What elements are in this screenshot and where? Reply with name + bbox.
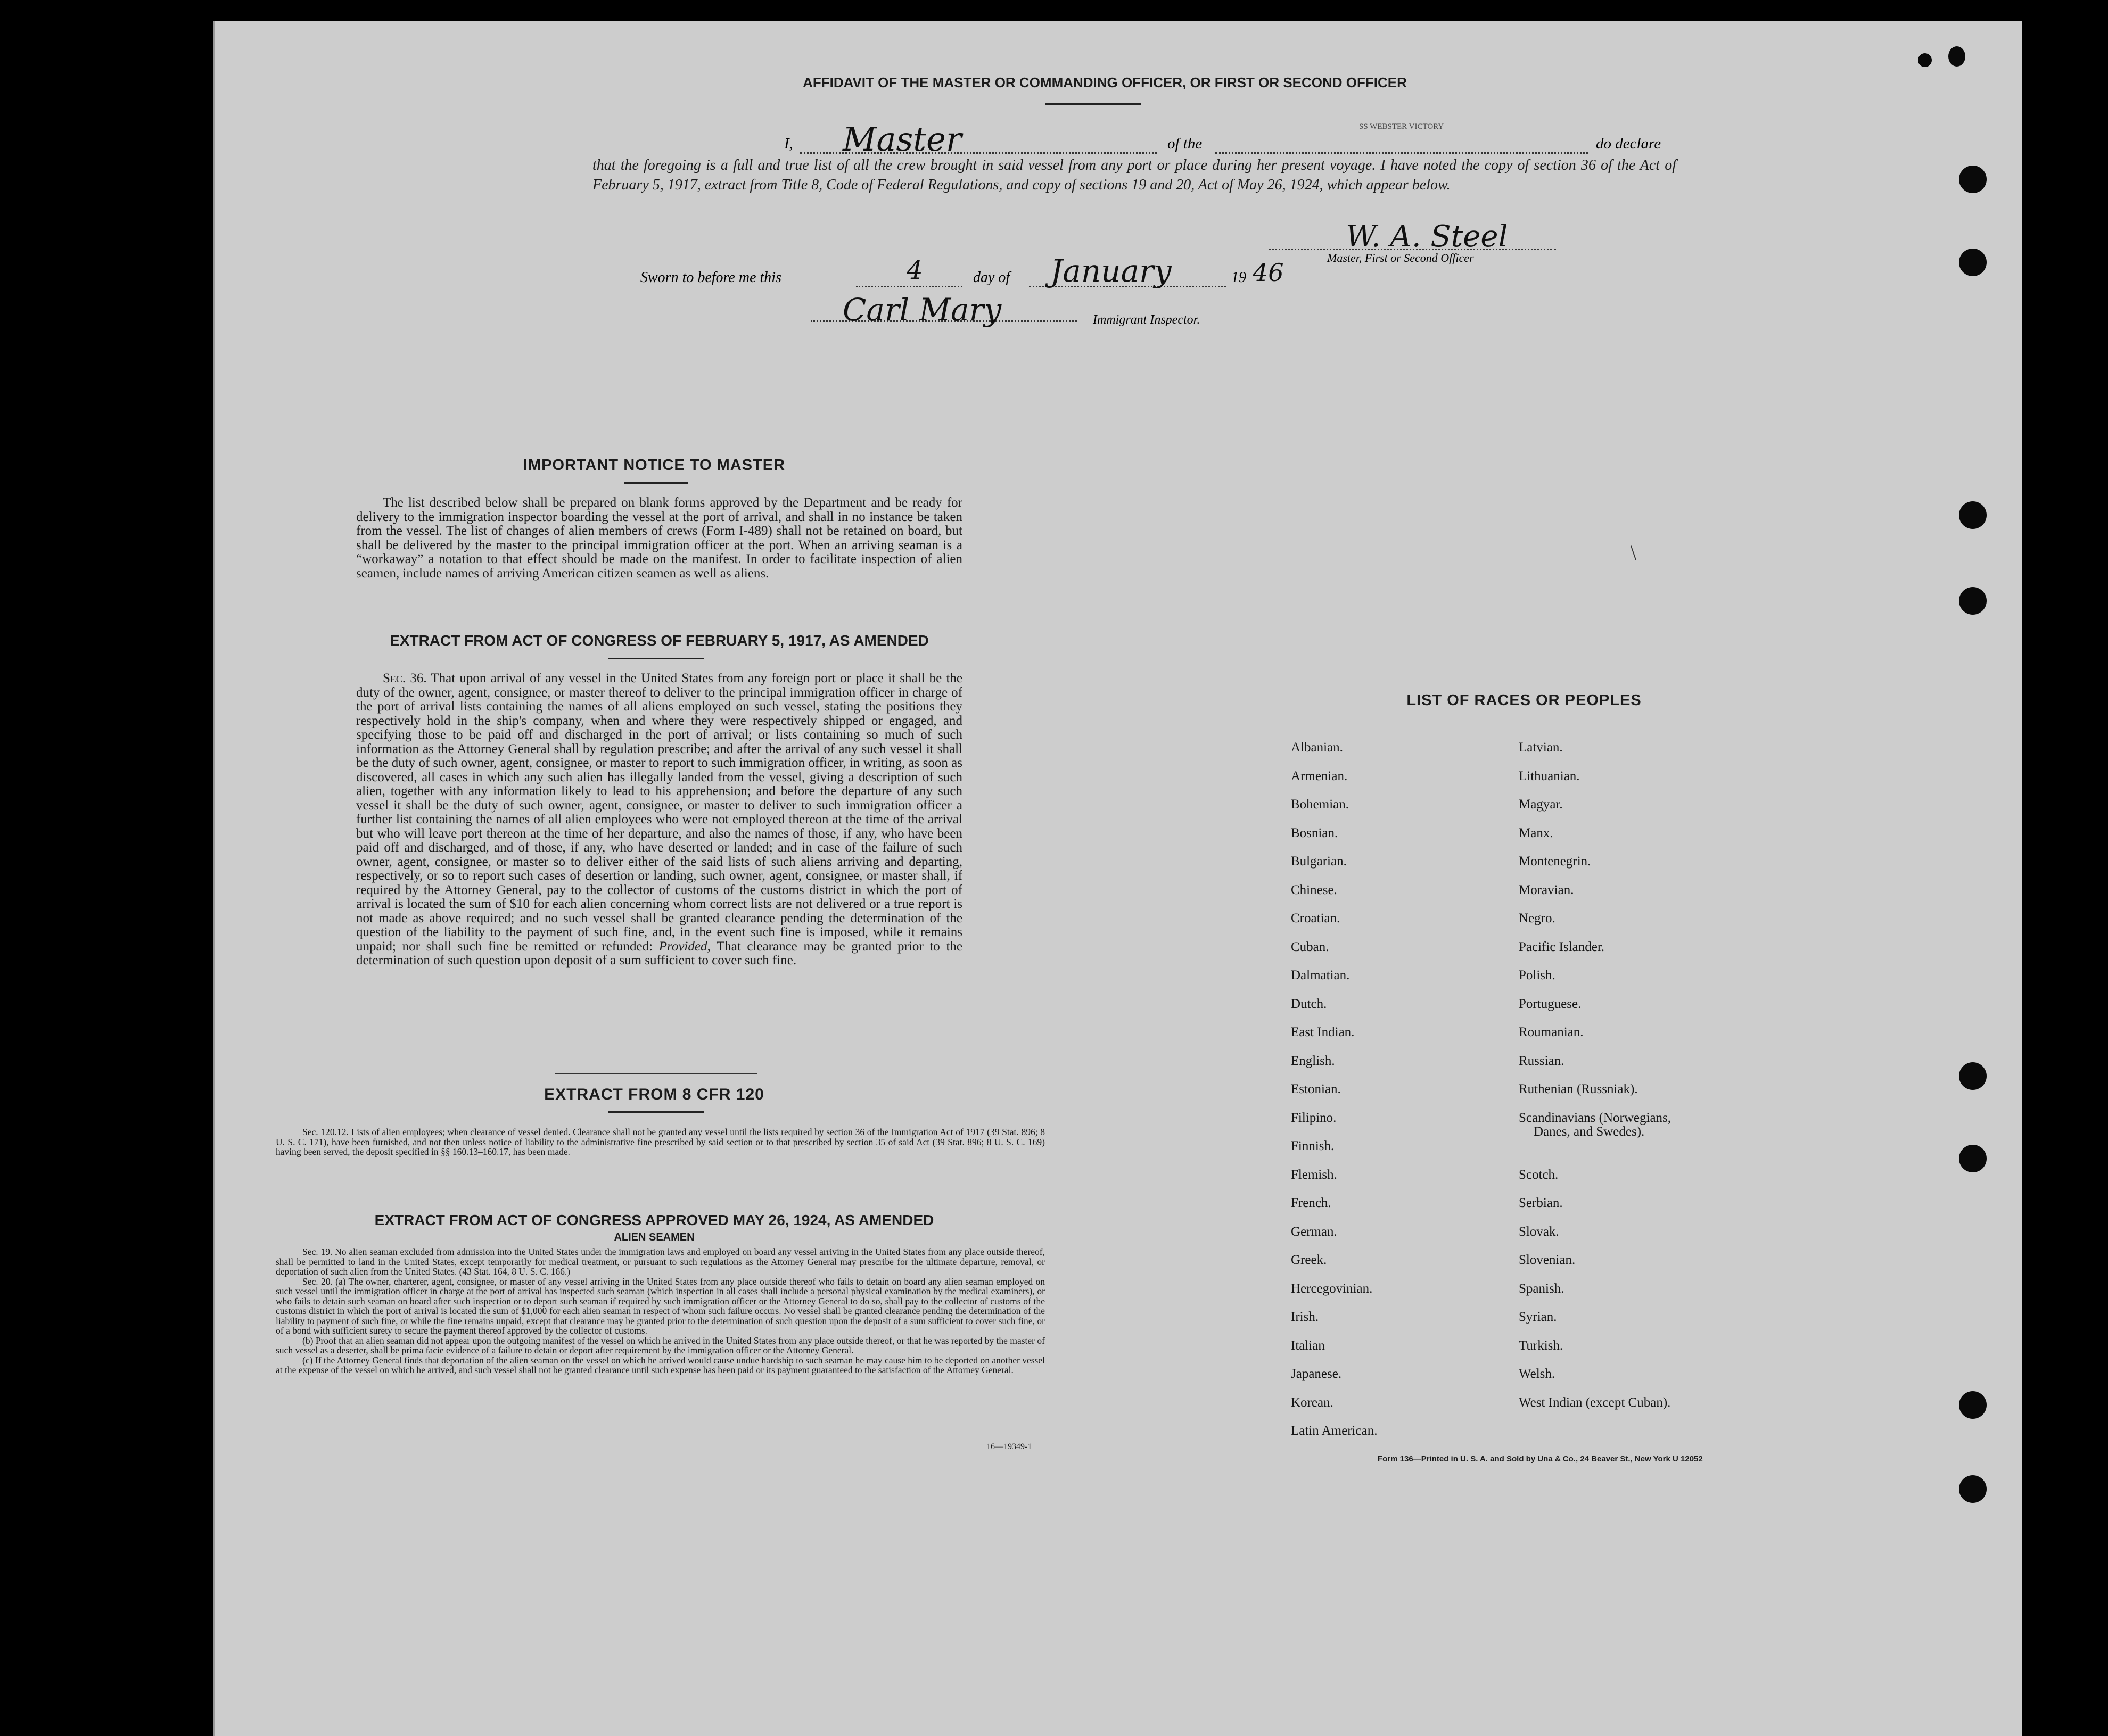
binder-hole [1959, 587, 1987, 615]
inspector-label: Immigrant Inspector. [1093, 313, 1200, 327]
race-item: Serbian. [1519, 1196, 1563, 1210]
binder-hole [1959, 1391, 1987, 1419]
race-item: Moravian. [1519, 882, 1574, 897]
race-item: Montenegrin. [1519, 854, 1591, 869]
sec-20b-text: (b) Proof that an alien seaman did not appear upon the outgoing manifest of the vessel on which he arrived in the United States from any place outside thereof, or that he was reported by the master of such vessel as a deserter, shall be prima facie evidence of a failure to detain or deport after requirement by the immigration officer or the Attorney General. [276, 1335, 1045, 1355]
extract-1917-rule [608, 658, 704, 659]
race-item: Ruthenian (Russniak). [1519, 1082, 1638, 1096]
binder-hole [1959, 249, 1987, 276]
race-item: Hercegovinian. [1291, 1281, 1373, 1296]
race-item: Latin American. [1291, 1424, 1378, 1438]
binder-hole [1959, 1062, 1987, 1090]
race-item: Korean. [1291, 1395, 1333, 1410]
races-right-column [1519, 741, 1671, 1424]
race-item: Japanese. [1291, 1367, 1342, 1381]
race-item: German. [1291, 1224, 1337, 1239]
race-item: Finnish. [1291, 1139, 1335, 1153]
cfr-rule [608, 1111, 704, 1113]
binder-hole [1959, 1475, 1987, 1503]
sec-20a-text: Sec. 20. (a) The owner, charterer, agent, consignee, or master of any vessel arriving in the United States from any place outside thereof who fails to detain on board any alien seaman employed on such vessel until the immigration officer in charge at the port of arrival has inspected such seaman (which inspection in all cases shall include a personal physical examination by the medical examiners), or who fails to detain such seaman on board after such inspection or to deport such seaman if required by such immigration officer or the Attorney General to do so, shall pay to the collector of customs of the customs district in which the port of arrival is located the sum of $1,000 for each alien seaman in respect of whom such failure occurs. No vessel shall be granted clearance pending the determination of the liability to payment of such fine, or while the fine remains unpaid, except that clearance may be granted prior to the determination of such question upon the deposit of a sum sufficient to cover such fine, or of a bond with sufficient surety to secure the payment thereof approved by the collector of customs. [276, 1276, 1045, 1336]
provided-word: Provided, [658, 939, 711, 954]
race-item: Magyar. [1519, 797, 1563, 812]
race-item: Spanish. [1519, 1281, 1564, 1296]
stray-mark: \ [1631, 541, 1637, 565]
extract-1917-title: EXTRACT FROM ACT OF CONGRESS OF FEBRUARY 5, 1917, AS AMENDED [390, 632, 929, 649]
race-item: Scotch. [1519, 1167, 1559, 1182]
handwritten-month: January [1050, 253, 1172, 289]
sec-20c-text: (c) If the Attorney General finds that deportation of the alien seaman on the vessel on which he arrived would cause undue hardship to such seaman he may cause him to be deported on another vessel at the expense of the vessel on which he arrived, and such vessel shall not be granted clearance until such expense has been paid or its payment guaranteed to the satisfaction of the Attorney General. [276, 1354, 1045, 1375]
race-item: Armenian. [1291, 768, 1348, 783]
cfr-title: EXTRACT FROM 8 CFR 120 [544, 1086, 764, 1103]
race-item: Roumanian. [1519, 1025, 1584, 1039]
race-item: Cuban. [1291, 939, 1329, 954]
races-title: LIST OF RACES OR PEOPLES [1406, 692, 1642, 709]
master-label: Master, First or Second Officer [1327, 251, 1474, 264]
handwritten-name: Master [843, 120, 962, 159]
printer-line: Form 136—Printed in U. S. A. and Sold by Una & Co., 24 Beaver St., New York U 12052 [1378, 1454, 1703, 1464]
inspector-signature: Carl Mary [843, 292, 1002, 328]
race-item: Flemish. [1291, 1167, 1337, 1182]
race-item: Slovak. [1519, 1224, 1559, 1239]
race-item: East Indian. [1291, 1025, 1355, 1039]
race-item: Bohemian. [1291, 797, 1349, 812]
alien-seamen-subtitle: ALIEN SEAMEN [614, 1231, 695, 1243]
sec-36-label: Sec. 36. [383, 671, 427, 685]
race-item: Irish. [1291, 1310, 1319, 1324]
race-item: West Indian (except Cuban). [1519, 1395, 1671, 1410]
notice-title: IMPORTANT NOTICE TO MASTER [523, 457, 786, 474]
race-item: Polish. [1519, 968, 1555, 982]
race-item: Welsh. [1519, 1367, 1555, 1381]
notice-rule [624, 482, 688, 484]
separator-rule [555, 1073, 757, 1074]
race-item: Portuguese. [1519, 996, 1582, 1011]
handwritten-day: 4 [907, 255, 923, 285]
binder-hole [1959, 1145, 1987, 1172]
race-item: Scandinavians (Norwegians, [1519, 1110, 1671, 1125]
affidavit-body: that the foregoing is a full and true list of all the crew brought in said vessel from any port or place during her present voyage. I have noted the copy of section 36 of the Act of February 5, 1917, extract from Title 8, Code of Federal Regulations, and copy of sections 19 and 20, Act of May 26, 1924, which appear below. [592, 157, 1676, 193]
race-item: Manx. [1519, 825, 1553, 840]
extract-1924-body [276, 1247, 1045, 1375]
race-item: Chinese. [1291, 882, 1337, 897]
sec-36-tail: That clearance may be granted prior to the determination of such question upon deposit of a sum sufficient to cover such fine. [356, 939, 962, 968]
race-item: Danes, and Swedes). [1534, 1125, 1645, 1139]
master-signature: W. A. Steel [1346, 219, 1508, 254]
race-item: Lithuanian. [1519, 768, 1580, 783]
binder-hole [1948, 46, 1965, 67]
notice-body: The list described below shall be prepared on blank forms approved by the Department and be ready for delivery to the immigration inspector boarding the vessel at the port of arrival, and shall in no instance be taken from the vessel. The list of changes of alien members of crews (Form I-489) shall not be retained on board, but shall be delivered by the master to the principal immigration officer at the port. When an arriving seaman is a “workaway” a notation to that effect should be made on the manifest. In order to facilitate inspection of alien seamen, include names of arriving American citizen seamen as well as aliens. [356, 495, 962, 581]
document-page [213, 21, 2022, 1736]
binder-hole [1959, 166, 1987, 193]
extract-1917-body [356, 672, 962, 968]
cfr-body: Sec. 120.12. Lists of alien employees; when clearance of vessel denied. Clearance shall not be granted any vessel until the lists required by section 36 of the Immigration Act of 1917 (39 Stat. 896; 8 U. S. C. 171), have been furnished, and not then unless notice of liability to the administrative fine prescribed by said section or to that prescribed by section 35 of said Act (39 Stat. 896; 8 U. S. C. 169) having been served, the deposit specified in §§ 160.13–160.17, has been made. [276, 1127, 1045, 1157]
race-item: Bulgarian. [1291, 854, 1347, 869]
race-item: Syrian. [1519, 1310, 1557, 1324]
race-item: Greek. [1291, 1253, 1327, 1267]
form-code: 16—19349-1 [986, 1442, 1032, 1451]
race-item: French. [1291, 1196, 1331, 1210]
vessel-field-line [1215, 139, 1588, 154]
race-item: Bosnian. [1291, 825, 1338, 840]
race-item: Estonian. [1291, 1082, 1341, 1096]
affidavit-i-label: I, [784, 135, 793, 152]
race-item: Pacific Islander. [1519, 939, 1605, 954]
race-item: Dutch. [1291, 996, 1327, 1011]
sec-19-text: Sec. 19. No alien seaman excluded from admission into the United States under the immigration laws and employed on board any vessel arriving in the United States from any place outside thereof, shall be permitted to land in the United States, except temporarily for medical treatment, or pursuant to such regulations as the Attorney General may prescribe for the ultimate departure, removal, or deportation of such alien from the United States. (43 Stat. 164, 8 U. S. C. 166.) [276, 1246, 1045, 1277]
affidavit-title: AFFIDAVIT OF THE MASTER OR COMMANDING OFFICER, OR FIRST OR SECOND OFFICER [803, 75, 1407, 90]
race-item: Filipino. [1291, 1110, 1337, 1125]
race-item: Slovenian. [1519, 1253, 1576, 1267]
affidavit-do-declare: do declare [1596, 135, 1661, 152]
year-prefix: 19 [1231, 269, 1246, 286]
day-of-label: day of [973, 269, 1010, 286]
sworn-label: Sworn to before me this [640, 269, 781, 286]
race-item: Latvian. [1519, 740, 1563, 755]
race-item: Dalmatian. [1291, 968, 1350, 982]
race-item: Turkish. [1519, 1338, 1563, 1353]
vessel-stamp: SS WEBSTER VICTORY [1359, 122, 1444, 131]
race-item: Albanian. [1291, 740, 1343, 755]
binder-hole [1918, 53, 1932, 67]
race-item: Croatian. [1291, 911, 1340, 925]
affidavit-of-the: of the [1167, 135, 1203, 152]
races-left-column [1291, 741, 1377, 1453]
handwritten-year: 46 [1253, 258, 1284, 287]
binder-hole [1959, 501, 1987, 529]
race-item: Italian [1291, 1338, 1325, 1353]
sec-36-text: That upon arrival of any vessel in the United States from any foreign port or place it shall be the duty of the owner, agent, consignee, or master thereof to deliver to the principal immigration officer in charge of the port of arrival lists containing the names of all aliens employed on such vessel, stating the positions they respectively hold in the ship's company, when and where they were respectively shipped or engaged, and specifying those to be paid off and discharged in the port of arrival; or lists containing so much of such information as the Attorney General shall by regulation prescribe; and after the arrival of any such vessel it shall be the duty of such owner, agent, consignee, or master to report to such immigration officer, in writing, as soon as discovered, all cases in which any such alien has illegally landed from the vessel, giving a description of such alien, together with any information likely to lead to his apprehension; and before the departure of any such vessel it shall be the duty of such owner, agent, consignee, or master to deliver to such immigration officer a further list containing the names of all alien employees who were not employed thereon at the time of the arrival but who will leave port thereon at the time of her departure, and also the names of those, if any, who have been paid off and discharged, and of those, if any, who have deserted or landed; and in case of the failure of such owner, agent, consignee, or master so to deliver either of the said lists of such aliens arriving and departing, respectively, or so to report such cases of desertion or landing, such owner, agent, consignee, or master shall, if required by the Attorney General, pay to the collector of customs of the customs district in which the port of arrival is located the sum of $10 for each alien concerning whom correct lists are not delivered or a true report is not made as above required; and no such vessel shall be granted clearance pending the determination of the question of the liability to the payment of such fine, and, in the event such fine is imposed, while it remains unpaid; nor shall such fine be remitted or refunded: [356, 671, 962, 954]
extract-1924-title: EXTRACT FROM ACT OF CONGRESS APPROVED MAY 26, 1924, AS AMENDED [374, 1212, 934, 1228]
title-rule [1045, 103, 1141, 105]
race-item: Negro. [1519, 911, 1555, 925]
race-item: Russian. [1519, 1053, 1564, 1068]
race-item: English. [1291, 1053, 1335, 1068]
